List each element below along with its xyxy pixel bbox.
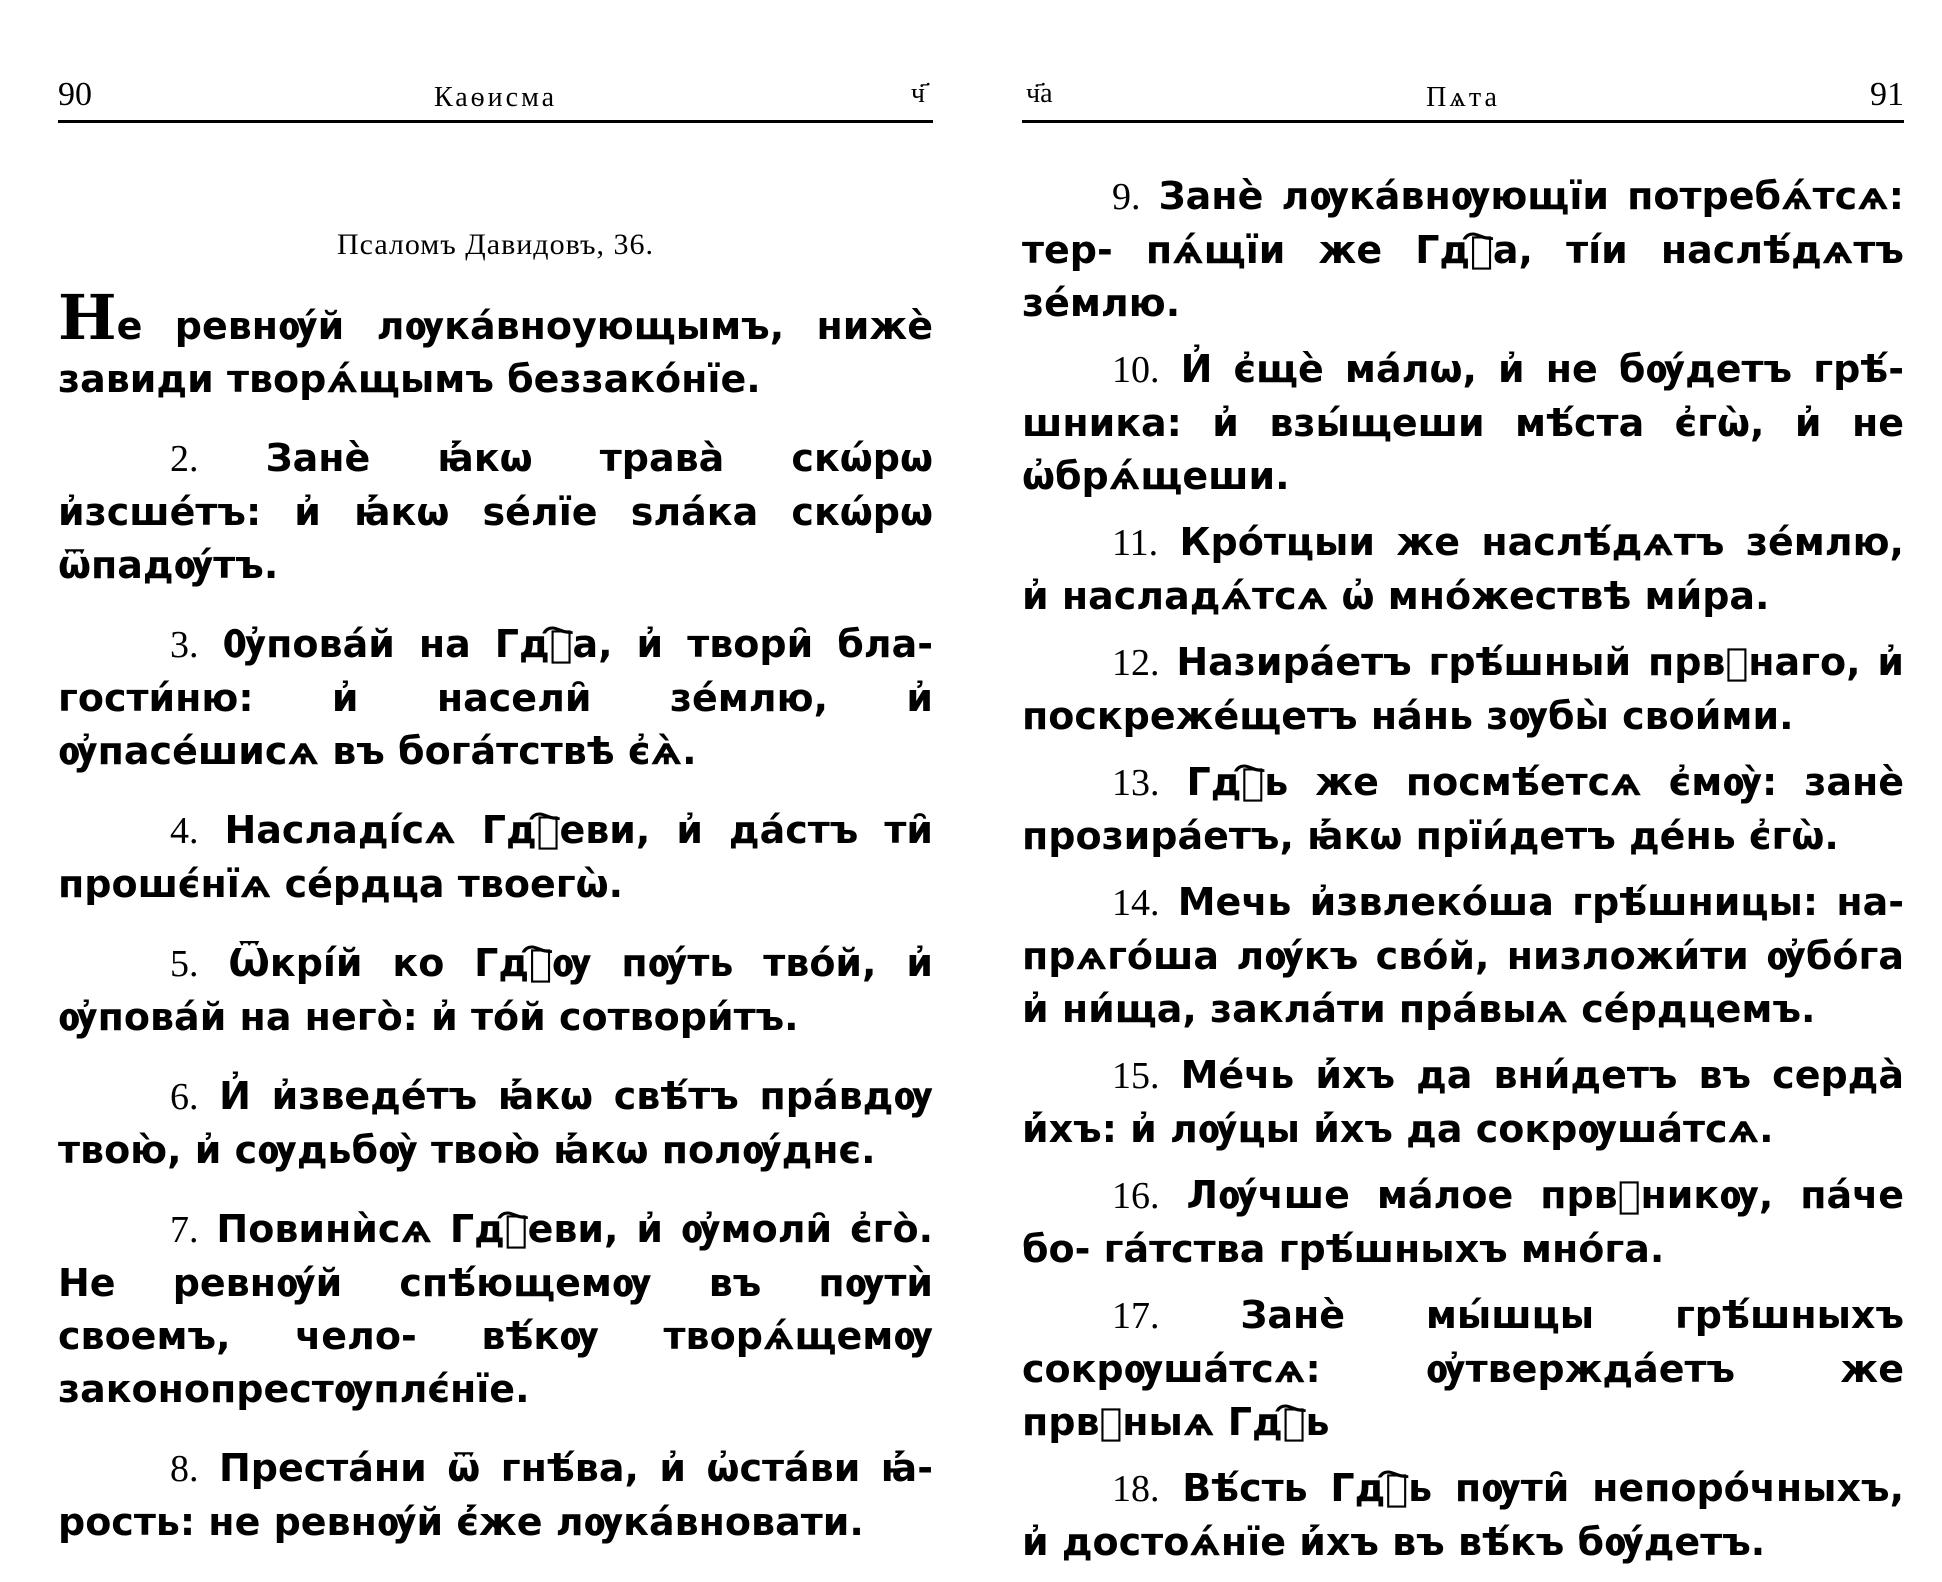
verse-text: И҆ и҆зведе́тъ ꙗ҆́кѡ свѣ́тъ пра́вдѹ твою̀, и҆ сѹдьбѹ̀ твою̀ ꙗ҆́кѡ полѹ́днє. (58, 1074, 933, 1172)
psalm-heading: Псаломъ Давидовъ, 36. (336, 228, 654, 261)
verse-number: 14. (1112, 882, 1160, 924)
left-page (58, 0, 934, 1544)
right-page-number: 91 (1870, 76, 1904, 113)
verse-text: Занѐ ꙗ҆́кѡ трава̀ скѡ́рѡ и҆зсше́тъ: и҆ ꙗ҆́кѡ ѕе́лїе ѕла́ка скѡ́рѡ ѿпадѹ́тъ. (58, 436, 933, 587)
right-running-title: Пѧта (1426, 82, 1500, 113)
verse (1022, 756, 1904, 863)
verse-text: Ѿкрі́й ко Гдⷭ҇ѹ пѹ́ть тво́й, и҆ ѹ҆пова́й на него̀: и҆ то́й сотвори́тъ. (58, 941, 933, 1039)
verse (1022, 1289, 1904, 1449)
verse (1022, 516, 1904, 623)
left-running-title: Каѳисма (433, 82, 558, 113)
verse-number: 7. (170, 1209, 199, 1251)
right-slavonic-number: ч҃а (1026, 78, 1053, 109)
verse (58, 937, 933, 1044)
verse-number: 12. (1112, 642, 1160, 684)
verse-number: 18. (1112, 1468, 1160, 1510)
verse-number: 4. (170, 810, 199, 852)
verse-text: Кро́тцыи же наслѣ́дѧтъ зе́млю, и҆ насладѧ́тсѧ ѡ҆ мно́жествѣ ми́ра. (1022, 520, 1904, 618)
verse (1022, 1049, 1904, 1156)
left-verses-list (58, 432, 933, 1549)
verse-text: Ме́чь и҆́хъ да вни́детъ въ серда̀ и҆́хъ: и҆ лѹ́цы и҆́хъ да сокрѹша́тсѧ. (1022, 1053, 1904, 1151)
verse-number: 10. (1112, 349, 1160, 391)
left-slavonic-number: ч҃ (910, 78, 925, 109)
right-running-head (1022, 72, 1904, 123)
verse-text: Насладі́сѧ Гдⷭ҇еви, и҆ да́стъ ти̑ прошє́нїѧ се́рдца твоегѡ̀. (58, 808, 933, 906)
verse-text: Ѹ҆пова́й на Гдⷭ҇а, и҆ твори̑ бла- гости́ню: и҆ насели̑ зе́млю, и҆ ѹ҆пасе́шисѧ въ бога́тствѣ є҆ѧ̀. (58, 622, 933, 773)
verse-number: 15. (1112, 1055, 1160, 1097)
verse-text: Назира́етъ грѣ́шный првⷣнаго, и҆ поскреже́щетъ на́нь зѹбы̀ свои́ми. (1022, 640, 1904, 738)
verse-text: Занѐ мы́шцы грѣ́шныхъ сокрѹша́тсѧ: ѹ҆твержда́етъ же првⷣныѧ Гдⷭ҇ь (1022, 1293, 1904, 1444)
verse-number: 3. (170, 624, 199, 666)
verse-number: 5. (170, 943, 199, 985)
right-verses-list (1022, 170, 1904, 1569)
verse (1022, 636, 1904, 743)
verse-text: Занѐ лѹка́внѹющїи потребѧ́тсѧ: тер- пѧ́щїи же Гдⷭ҇а, ті́и наслѣ́дѧтъ зе́млю. (1022, 174, 1904, 325)
verse-number: 8. (170, 1448, 199, 1490)
verse (58, 804, 933, 911)
verse-number: 11. (1112, 522, 1159, 564)
verse-text: Вѣ́сть Гдⷭ҇ь пѹти̑ непоро́чныхъ, и҆ достоѧ́нїе и҆́хъ въ вѣ́къ бѹ́детъ. (1022, 1466, 1904, 1564)
right-page (1022, 0, 1905, 1564)
verse-text: И҆ є҆щѐ ма́лѡ, и҆ не бѹ́детъ грѣ́- шника: и҆ взы́щеши мѣ́ста є҆гѡ̀, и҆ не ѡ҆брѧ́щеши. (1022, 347, 1904, 498)
first-verse (58, 281, 933, 406)
verse-number: 9. (1112, 176, 1141, 218)
verse-number: 13. (1112, 762, 1160, 804)
verse (58, 1442, 933, 1549)
left-text-block (58, 175, 933, 1575)
verse (1022, 170, 1904, 330)
verse (1022, 1462, 1904, 1569)
verse-text: Преста́ни ѿ гнѣ́ва, и҆ ѡ҆ста́ви ꙗ҆́- рость: не ревнѹ́й є҆́же лѹка́вновати. (58, 1446, 933, 1544)
verse (58, 432, 933, 592)
left-page-number: 90 (58, 76, 92, 113)
verse (1022, 343, 1904, 503)
verse-number: 17. (1112, 1295, 1160, 1337)
verse-number: 2. (170, 438, 199, 480)
verse-number: 6. (170, 1076, 199, 1118)
right-text-block (1022, 170, 1904, 1582)
verse-text: Гдⷭ҇ь же посмѣ́етсѧ є҆мѹ̀: занѐ прозира́етъ, ꙗ҆́кѡ прїи́детъ де́нь є҆гѡ̀. (1022, 760, 1904, 858)
verse (58, 1203, 933, 1416)
verse (58, 1070, 933, 1177)
verse-number: 16. (1112, 1175, 1160, 1217)
verse-text: Мечь и҆звлеко́ша грѣ́шницы: на- прѧго́ша лѹ́къ сво́й, низложи́ти ѹ҆бо́га и҆ ни́ща, закла́ти пра́выѧ се́рдцемъ. (1022, 880, 1905, 1031)
verse (1022, 1169, 1904, 1276)
verse-text: Повинѝсѧ Гдⷭ҇еви, и҆ ѹ҆моли̑ є҆го̀. Не ревнѹ́й спѣ́ющемѹ въ пѹтѝ своемъ, чело- вѣ́кѹ творѧ́щемѹ законопрестѹплє́нїе. (58, 1207, 934, 1411)
verse (58, 618, 933, 778)
verse-text: Лѹ́чше ма́лое првⷣникѹ, па́че бо- га́тства грѣ́шныхъ мно́га. (1022, 1173, 1905, 1271)
dropcap-letter: Н (58, 281, 117, 354)
left-running-head (58, 72, 933, 123)
verse (1022, 876, 1904, 1036)
first-verse-text: е ревнѹ́й лѹка́вноующымъ, нижѐ завиди творѧ́щымъ беззако́нїе. (58, 304, 933, 401)
